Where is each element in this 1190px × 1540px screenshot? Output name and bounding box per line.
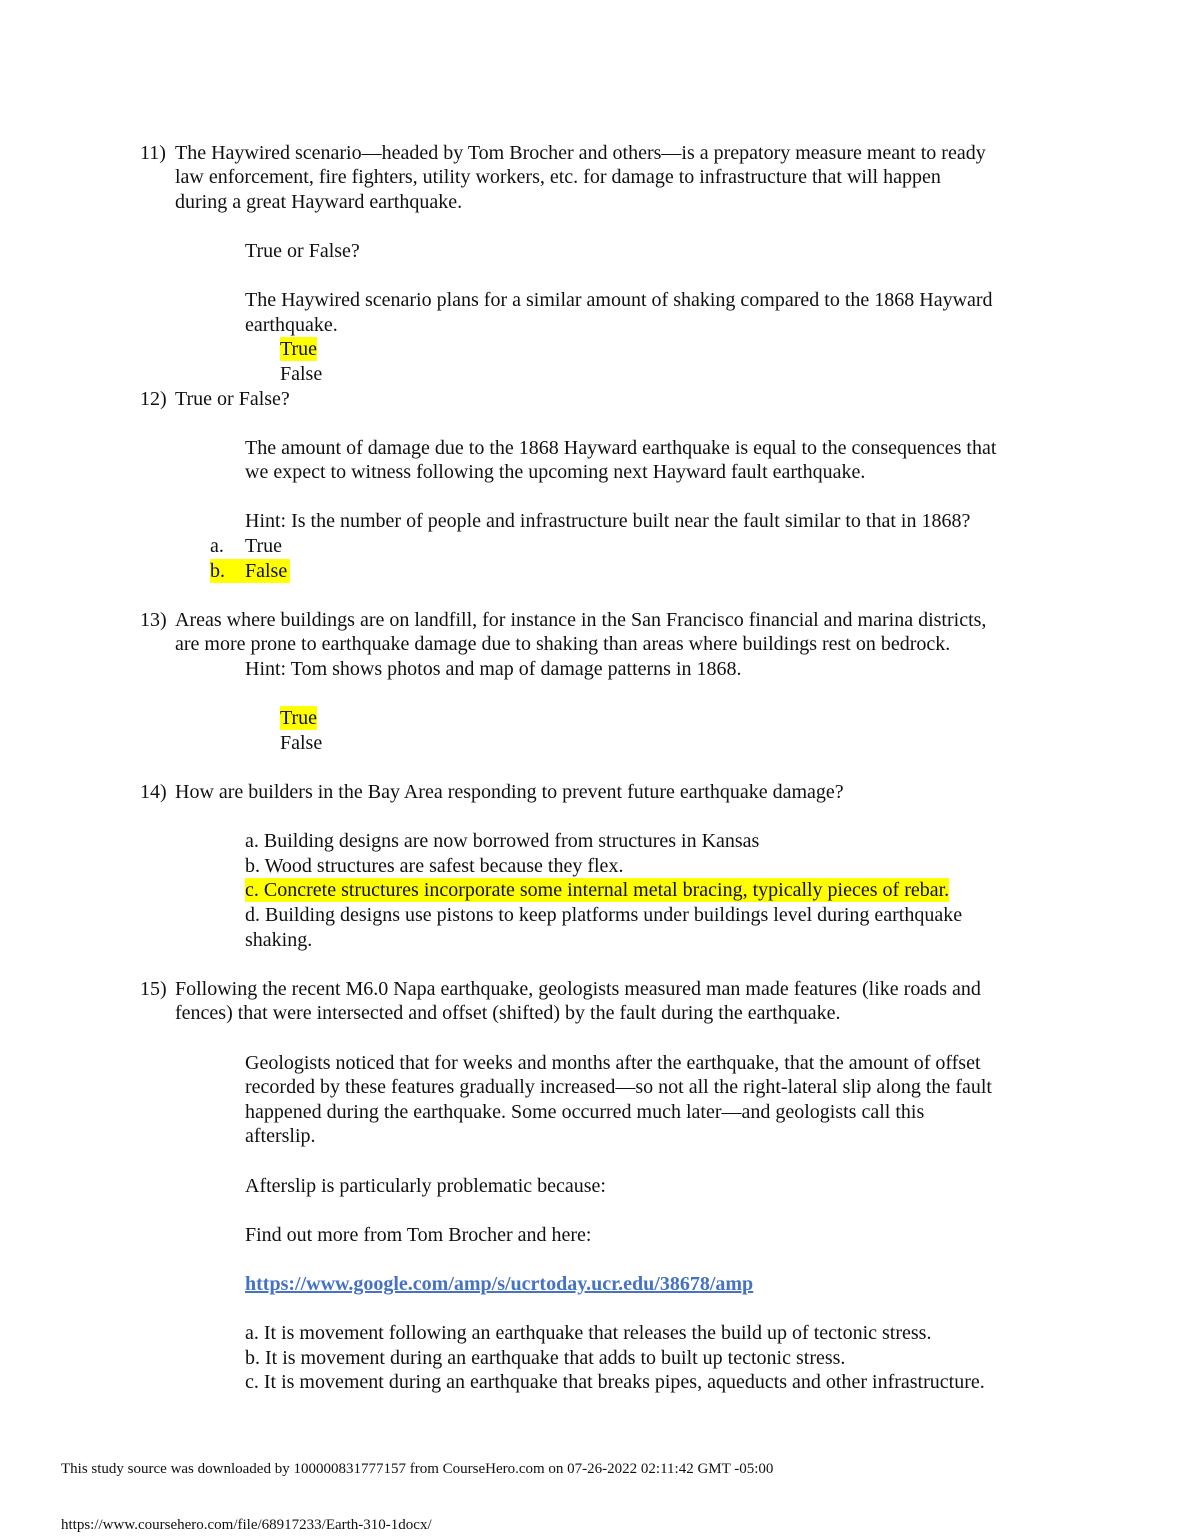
q13-option-true-answer: True (280, 707, 318, 729)
q11-statement: The Haywired scenario plans for a similar amount of shaking compared to the 1868 Hayward (245, 289, 993, 311)
q14-option-c-answer: c. Concrete structures incorporate some internal metal bracing, typically pieces of rebar. (245, 879, 950, 901)
q11-prompt: True or False? (245, 240, 360, 262)
q13-option-false: False (280, 732, 323, 754)
q15-reference-link[interactable]: https://www.google.com/amp/s/ucrtoday.ucr.edu/38678/amp (245, 1273, 754, 1295)
q14-option-d: d. Building designs use pistons to keep platforms under buildings level during earthquake (245, 904, 963, 926)
q15-paragraph-line: afterslip. (245, 1125, 316, 1147)
q11-option-false: False (280, 363, 323, 385)
q15-option-c: c. It is movement during an earthquake that breaks pipes, aqueducts and other infrastructure. (245, 1371, 985, 1393)
source-url: https://www.coursehero.com/file/68917233/Earth-310-1docx/ (61, 1517, 432, 1533)
q11-text-line: The Haywired scenario—headed by Tom Brocher and others—is a prepatory measure meant to ready (175, 142, 986, 164)
q12-hint: Hint: Is the number of people and infrastructure built near the fault similar to that in 1868? (245, 510, 971, 532)
download-note: This study source was downloaded by 100000831777157 from CourseHero.com on 07-26-2022 02:11:42 GMT -05:00 (61, 1461, 774, 1477)
q14-option-b: b. Wood structures are safest because they flex. (245, 855, 624, 877)
q12-option-b-letter: b. (210, 560, 225, 582)
q15-more-info: Find out more from Tom Brocher and here: (245, 1224, 592, 1246)
q15-paragraph-line: recorded by these features gradually increased—so not all the right-lateral slip along the fault (245, 1076, 992, 1098)
q13-number: 13) (140, 609, 167, 631)
q11-text-line: during a great Hayward earthquake. (175, 191, 463, 213)
q12-prompt: True or False? (175, 388, 290, 410)
q15-option-a: a. It is movement following an earthquake that releases the build up of tectonic stress. (245, 1322, 932, 1344)
q15-option-b: b. It is movement during an earthquake that adds to built up tectonic stress. (245, 1347, 846, 1369)
q15-text-line: fences) that were intersected and offset (shifted) by the fault during the earthquake. (175, 1002, 841, 1024)
q14-option-a: a. Building designs are now borrowed from structures in Kansas (245, 830, 760, 852)
q13-text-line: are more prone to earthquake damage due to shaking than areas where buildings rest on bedrock. (175, 633, 951, 655)
q12-option-b-answer (210, 559, 290, 583)
q12-statement: we expect to witness following the upcoming next Hayward fault earthquake. (245, 461, 866, 483)
q13-text-line: Areas where buildings are on landfill, for instance in the San Francisco financial and marina districts, (175, 609, 987, 631)
q11-statement: earthquake. (245, 314, 338, 336)
q13-hint: Hint: Tom shows photos and map of damage patterns in 1868. (245, 658, 742, 680)
q12-option-a-text: True (245, 535, 283, 557)
q11-number: 11) (140, 142, 166, 164)
q15-number: 15) (140, 978, 167, 1000)
q14-question: How are builders in the Bay Area responding to prevent future earthquake damage? (175, 781, 844, 803)
q15-text-line: Following the recent M6.0 Napa earthquake, geologists measured man made features (like roads and (175, 978, 981, 1000)
q11-option-true-answer: True (280, 338, 318, 360)
q12-statement: The amount of damage due to the 1868 Hayward earthquake is equal to the consequences that (245, 437, 997, 459)
q15-paragraph-line: happened during the earthquake. Some occurred much later—and geologists call this (245, 1101, 925, 1123)
q14-number: 14) (140, 781, 167, 803)
q12-option-a-letter: a. (210, 535, 224, 557)
q14-option-d-cont: shaking. (245, 929, 313, 951)
q11-text-line: law enforcement, fire fighters, utility workers, etc. for damage to infrastructure that will happen (175, 166, 941, 188)
q12-number: 12) (140, 388, 167, 410)
q15-paragraph-line: Geologists noticed that for weeks and months after the earthquake, that the amount of offset (245, 1052, 981, 1074)
q12-option-b-text: False (245, 560, 288, 582)
q15-prompt: Afterslip is particularly problematic because: (245, 1175, 606, 1197)
